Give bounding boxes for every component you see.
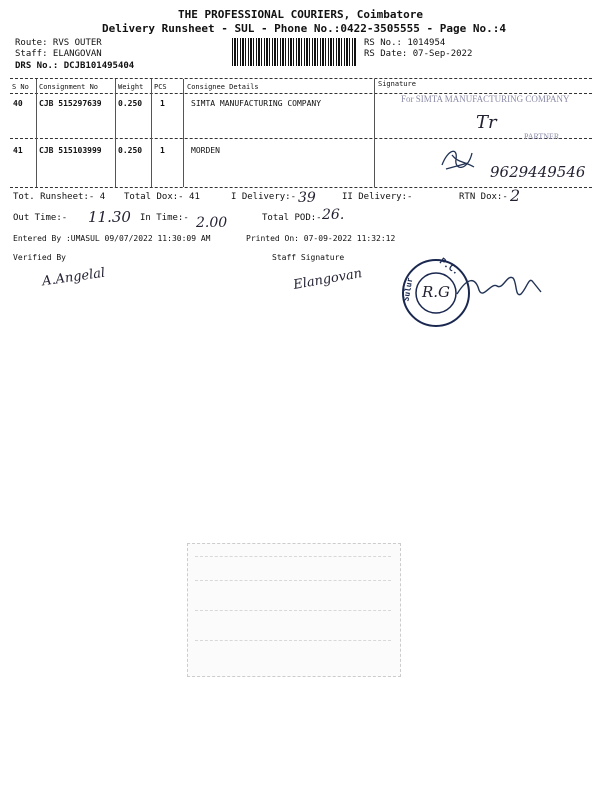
- staff-label: Staff: ELANGOVAN: [15, 49, 102, 59]
- route-label: Route: RVS OUTER: [15, 38, 102, 48]
- i-delivery-value: 39: [298, 190, 316, 206]
- document-title: THE PROFESSIONAL COURIERS, Coimbatore: [178, 8, 424, 21]
- total-dox: Total Dox:- 41: [124, 192, 200, 202]
- col-header-weight: Weight: [118, 83, 144, 91]
- row-41-consignee: MORDEN: [191, 146, 220, 155]
- col-header-pcs: PCS: [154, 83, 167, 91]
- row-40-signature: Tr: [476, 112, 497, 133]
- row-41-consignment: CJB 515103999: [39, 146, 102, 155]
- company-stamp: For SIMTA MANUFACTURING COMPANY: [401, 94, 570, 104]
- printed-on: Printed On: 07-09-2022 11:32:12: [246, 234, 396, 243]
- out-time-value: 11.30: [88, 208, 131, 226]
- seal-side-text: Sulur: [401, 276, 415, 303]
- row-41-weight: 0.250: [118, 146, 143, 155]
- row-40-pcs: 1: [160, 99, 165, 108]
- col-header-consignment: Consignment No: [39, 83, 99, 91]
- row-41-phone: 9629449546: [490, 163, 586, 181]
- row-41-pcs: 1: [160, 146, 165, 155]
- verified-by-label: Verified By: [13, 253, 66, 262]
- staff-signature: Elangovan: [292, 266, 364, 293]
- row-40-consignment: CJB 515297639: [39, 99, 102, 108]
- row-40-weight: 0.250: [118, 99, 143, 108]
- rtn-dox-label: RTN Dox:-: [459, 192, 508, 202]
- document-subtitle: Delivery Runsheet - SUL - Phone No.:0422-3505555 - Page No.:4: [102, 22, 506, 35]
- rs-date: RS Date: 07-Sep-2022: [364, 49, 473, 59]
- seal-center-text: R.G: [422, 283, 451, 301]
- total-pod-label: Total POD:-: [262, 213, 322, 223]
- entered-by: Entered By :UMASUL 09/07/2022 11:30:09 AM: [13, 234, 211, 243]
- barcode-image: [232, 38, 356, 66]
- col-header-signature: Signature: [378, 80, 416, 88]
- staff-signature-label: Staff Signature: [272, 253, 345, 262]
- verified-by-signature: A.Angelal: [41, 265, 107, 290]
- out-time-label: Out Time:-: [13, 213, 68, 223]
- seal-signature-scribble: [455, 268, 545, 308]
- row-40-consignee: SIMTA MANUFACTURING COMPANY: [191, 99, 322, 108]
- row-40-sno: 40: [13, 99, 23, 108]
- seal-top-text: P.C.: [437, 256, 461, 278]
- i-delivery-label: I Delivery:-: [231, 192, 297, 202]
- total-runsheet: Tot. Runsheet:- 4: [13, 192, 106, 202]
- ii-delivery-label: II Delivery:-: [342, 192, 413, 202]
- row-41-signature-scribble: [438, 143, 478, 175]
- in-time-label: In Time:-: [140, 213, 189, 223]
- partner-stamp: PARTNER: [524, 132, 560, 141]
- row-41-sno: 41: [13, 146, 23, 155]
- rtn-dox-value: 2: [510, 186, 521, 205]
- drs-number: DRS No.: DCJB101495404: [15, 61, 135, 71]
- in-time-value: 2.00: [196, 215, 228, 231]
- total-pod-value: 26.: [322, 207, 345, 223]
- rs-number: RS No.: 1014954: [364, 38, 446, 48]
- col-header-consignee: Consignee Details: [187, 83, 259, 91]
- col-header-sno: S No: [12, 83, 29, 91]
